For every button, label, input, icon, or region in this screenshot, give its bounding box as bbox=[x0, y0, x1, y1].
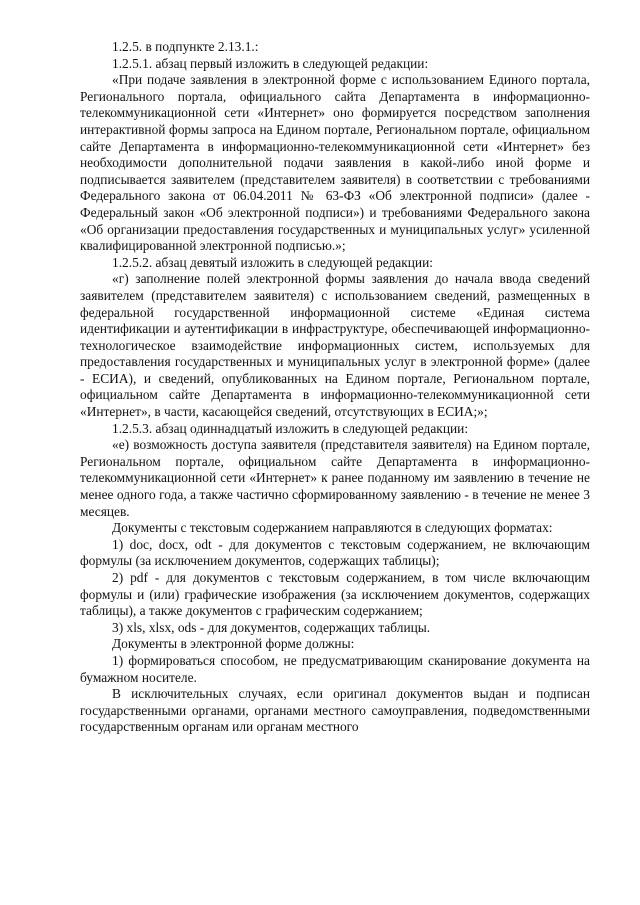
paragraph-1-2-5-heading: 1.2.5. в подпункте 2.13.1.: bbox=[112, 39, 259, 54]
paragraph-format-xls: 3) xls, xlsx, ods - для документов, содержащих таблицы. bbox=[112, 619, 431, 635]
paragraph-format-pdf: 2) pdf - для документов с текстовым содержанием, в том числе включающим формулы и (или) графические изображения (за исключением документов, содержащих таблицы), а также документов с графическим содержанием; bbox=[80, 570, 590, 619]
paragraph-1-2-5-2-heading: 1.2.5.2. абзац девятый изложить в следующей редакции: bbox=[112, 254, 433, 270]
document-body bbox=[80, 39, 590, 736]
paragraph-formats-intro: Документы с текстовым содержанием направляются в следующих форматах: bbox=[112, 520, 553, 536]
paragraph-electronic-requirements: Документы в электронной форме должны: bbox=[112, 636, 355, 652]
paragraph-1-2-5-1-heading: 1.2.5.1. абзац первый изложить в следующей редакции: bbox=[112, 55, 429, 71]
paragraph-1-2-5-2-text: «г) заполнение полей электронной формы заявления до начала ввода сведений заявителем (представителем заявителя) с использованием сведений, размещенных в федеральной государственной информационной системе «Единая система идентификации и аутентификации в инфраструктуре, обеспечивающей информационно-технологическое взаимодействие информационных систем, используемых для предоставления государственных и муниципальных услуг в электронной форме» (далее - ЕСИА), и сведений, опубликованных на Едином портале, Региональном портале, официальном сайте Департамента в информационно-телекоммуникационной сети «Интернет», в части, касающейся сведений, отсутствующих в ЕСИА;»; bbox=[80, 271, 590, 420]
paragraph-requirement-1: 1) формироваться способом, не предусматривающим сканирование документа на бумажном носителе. bbox=[80, 652, 590, 685]
paragraph-1-2-5-1-text: «При подаче заявления в электронной форме с использованием Единого портала, Регионального портала, официального сайта Департамента в информационно-телекоммуникационной сети «Интернет» оно формируется посредством заполнения интерактивной формы запроса на Едином портале, Региональном портале, официальном сайте Департамента в информационно-телекоммуникационной сети «Интернет» без необходимости дополнительной подачи заявления в какой-либо иной форме и подписывается заявителем (представителем заявителя) в соответствии с требованиями Федерального закона от 06.04.2011 № 63-ФЗ «Об электронной подписи» (далее - Федеральный закон «Об электронной подписи») и требованиями Федерального закона «Об организации предоставления государственных и муниципальных услуг» усиленной квалифицированной электронной подписью.»; bbox=[80, 72, 590, 254]
paragraph-1-2-5-3-heading: 1.2.5.3. абзац одиннадцатый изложить в следующей редакции: bbox=[112, 420, 469, 436]
paragraph-exceptional-cases: В исключительных случаях, если оригинал документов выдан и подписан государственными органами, органами местного самоуправления, подведомственными государственным органам или органам местного bbox=[80, 686, 590, 735]
paragraph-format-doc: 1) doc, docx, odt - для документов с текстовым содержанием, не включающим формулы (за исключением документов, содержащих таблицы); bbox=[80, 536, 590, 569]
paragraph-1-2-5-3-text: «е) возможность доступа заявителя (представителя заявителя) на Едином портале, Региональном портале, официальном сайте Департамента в информационно-телекоммуникационной сети «Интернет» к ранее поданному им заявлению в течение не менее одного года, а также частично сформированному заявлению - в течение не менее 3 месяцев. bbox=[80, 437, 590, 519]
